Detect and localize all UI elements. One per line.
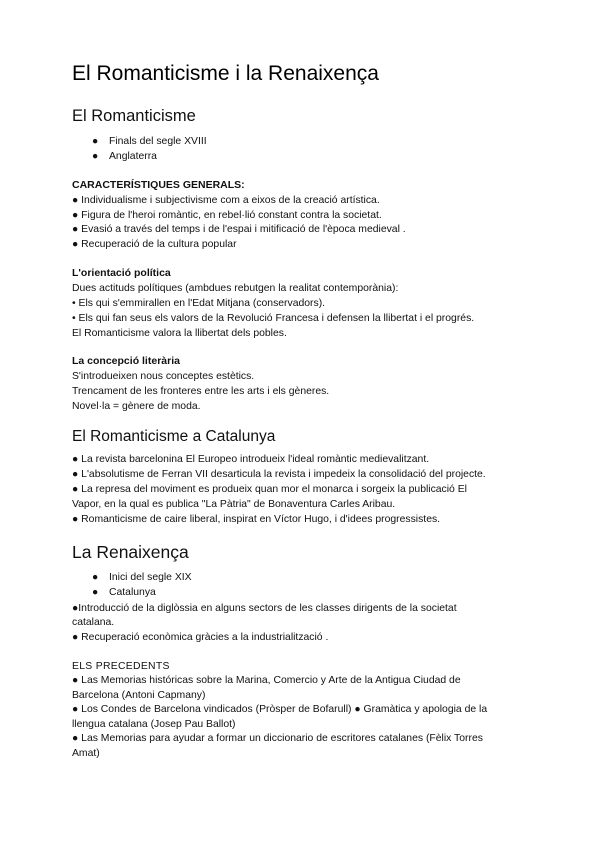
text-line: ● Las Memorias históricas sobre la Marina, Comercio y Arte de la Antigua Ciudad de	[72, 675, 461, 686]
text-line: ● Recuperació econòmica gràcies a la industrialització .	[72, 632, 329, 643]
text-line: Vapor, en la qual es publica "La Pàtria" de Bonaventura Carles Aribau.	[72, 499, 396, 510]
section-heading-romanticisme: El Romanticisme	[72, 107, 196, 125]
text-line: • Els qui fan seus els valors de la Revolució Francesa i defensen la llibertat i el progrés.	[72, 313, 475, 324]
text-line: ● L'absolutisme de Ferran VII desarticula la revista i impedeix la consolidació del projecte.	[72, 469, 486, 480]
text-line: ● La represa del moviment es produeix quan mor el monarca i sorgeix la publicació El	[72, 484, 467, 495]
text-line: ● Las Memorias para ayudar a formar un diccionario de escritores catalanes (Fèlix Torres	[72, 733, 483, 744]
text-line: S'introdueixen nous conceptes estètics.	[72, 371, 255, 382]
text-line: ● Romanticisme de caire liberal, inspirat en Víctor Hugo, i d'idees progressistes.	[72, 514, 441, 525]
text-line: ● Figura de l'heroi romàntic, en rebel·lió constant contra la societat.	[72, 210, 382, 221]
section-heading-catalunya: El Romanticisme a Catalunya	[72, 428, 276, 445]
list-item: ● Catalunya	[92, 587, 156, 598]
subheading-precedents: ELS PRECEDENTS	[72, 661, 170, 672]
text-line: catalana.	[72, 617, 115, 628]
text-line: ●Introducció de la diglòssia en alguns sectors de les classes dirigents de la societat	[72, 603, 457, 614]
text-line: ● Recuperació de la cultura popular	[72, 239, 237, 250]
subheading-orientacio: L'orientació política	[72, 267, 171, 279]
text-line: Barcelona (Antoni Capmany)	[72, 690, 206, 701]
list-item: ● Inici del segle XIX	[92, 572, 192, 583]
text-line: Novel·la = gènere de moda.	[72, 401, 201, 412]
list-item: ● Anglaterra	[92, 151, 157, 162]
text-line: Dues actituds polítiques (ambdues rebutgen la realitat contemporània):	[72, 283, 399, 294]
text-line: llengua catalana (Josep Pau Ballot)	[72, 719, 236, 730]
text-line: ● Individualisme i subjectivisme com a eixos de la creació artística.	[72, 195, 380, 206]
section-heading-renaixenca: La Renaixença	[72, 542, 189, 562]
text-line: El Romanticisme valora la llibertat dels pobles.	[72, 328, 287, 339]
subheading-concepcio: La concepció literària	[72, 355, 180, 367]
text-line: • Els qui s'emmirallen en l'Edat Mitjana (conservadors).	[72, 298, 326, 309]
text-line: Trencament de les fronteres entre les arts i els gèneres.	[72, 386, 330, 397]
text-line: ● La revista barcelonina El Europeo introdueix l'ideal romàntic medievalitzant.	[72, 454, 430, 465]
text-line: Amat)	[72, 748, 100, 759]
text-line: ● Los Condes de Barcelona vindicados (Pròsper de Bofarull) ● Gramàtica y apologia de la	[72, 704, 488, 715]
subheading-caracteristiques: CARACTERÍSTIQUES GENERALS:	[72, 179, 245, 191]
list-item: ● Finals del segle XVIII	[92, 136, 207, 147]
page-title: El Romanticisme i la Renaixença	[72, 62, 379, 85]
text-line: ● Evasió a través del temps i de l'espai i mitificació de l'època medieval .	[72, 224, 406, 235]
